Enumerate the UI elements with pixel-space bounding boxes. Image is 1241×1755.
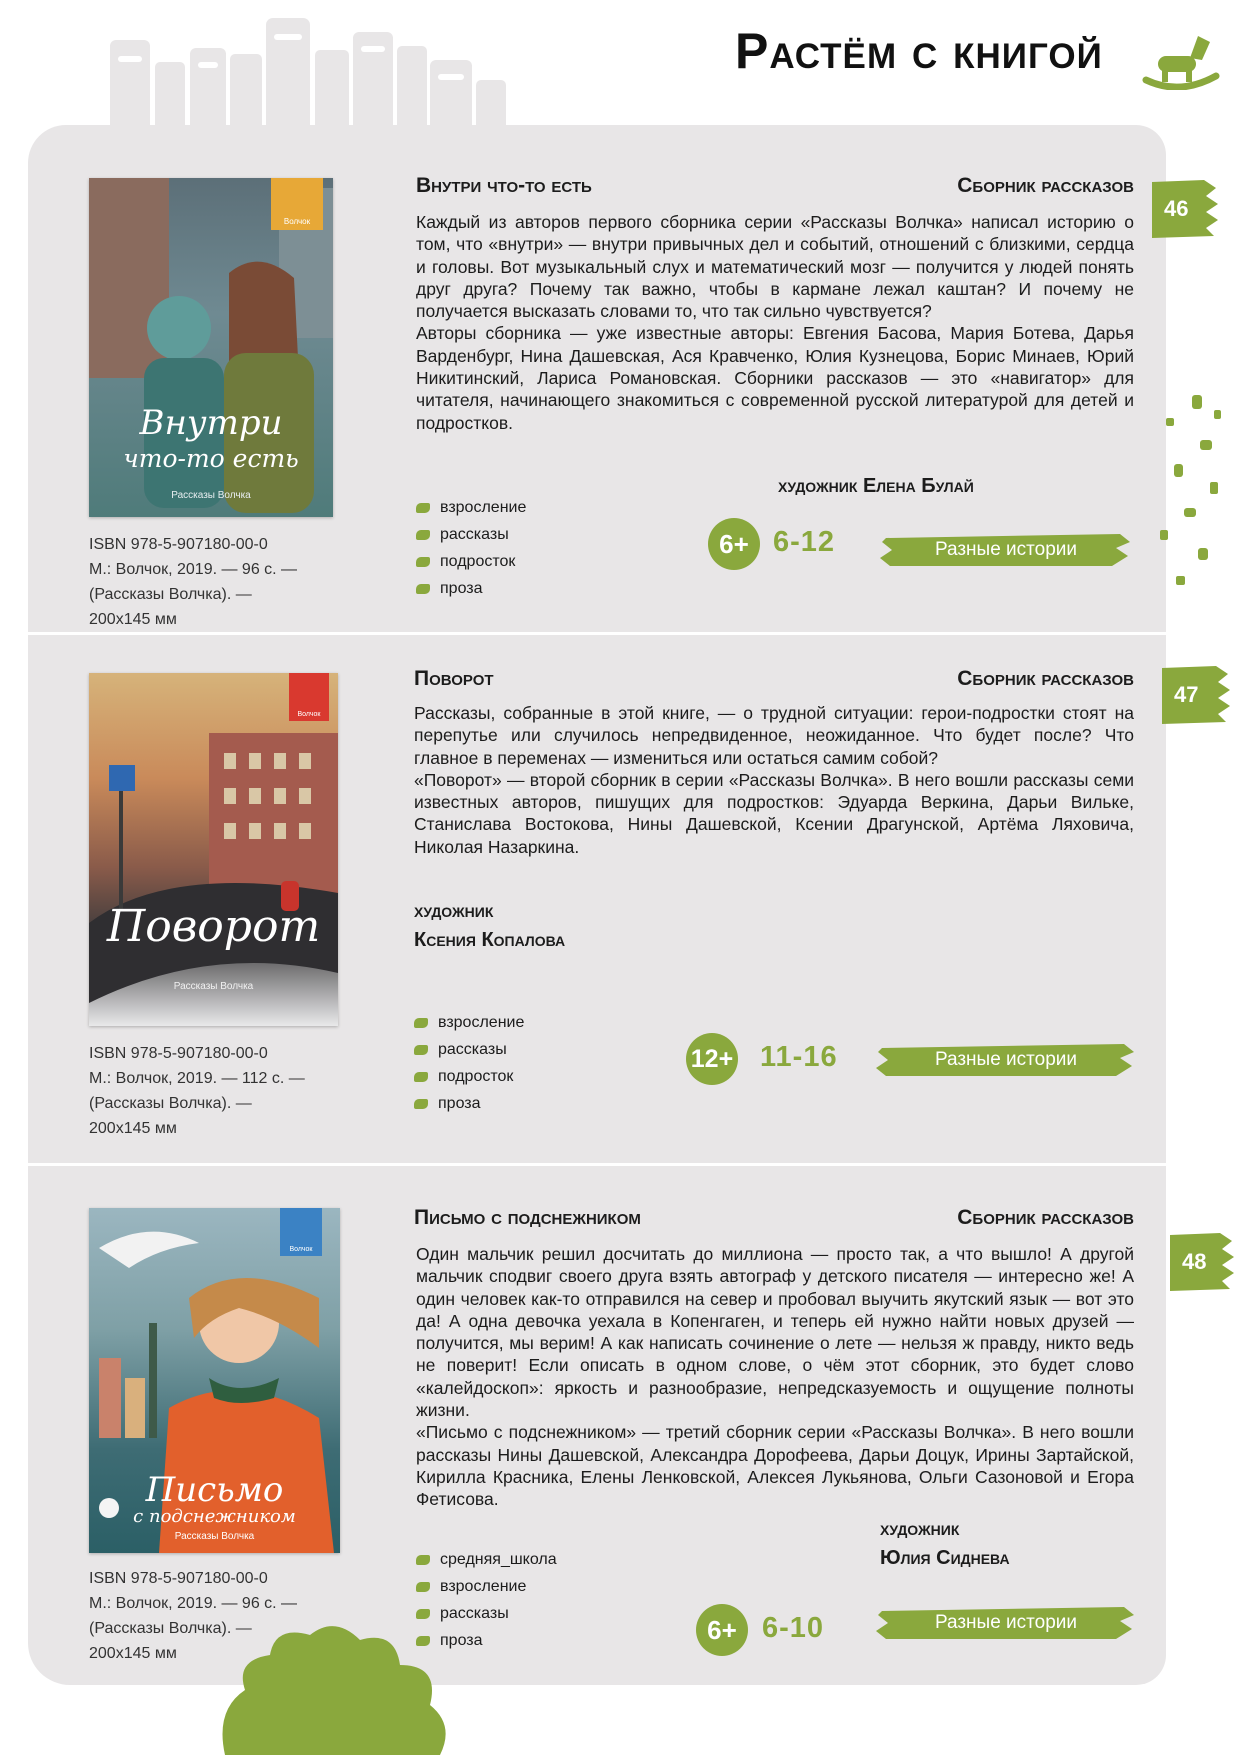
cover-series: Рассказы Волчка: [174, 1531, 255, 1542]
page-number: 46: [1164, 196, 1189, 221]
artist-label: художник: [778, 475, 858, 497]
skyline-decoration: [110, 10, 550, 140]
tag[interactable]: подросток: [416, 548, 526, 575]
cover-subtitle: с подснежником: [133, 1506, 296, 1527]
publisher-badge: Волчок: [280, 1208, 322, 1256]
tag[interactable]: проза: [414, 1090, 524, 1117]
imprint: М.: Волчок, 2019. — 96 с. —: [89, 1595, 298, 1612]
series-note: (Рассказы Волчка). —: [89, 1620, 252, 1637]
series-label[interactable]: Разные истории: [934, 1049, 1078, 1070]
book-cover-2[interactable]: [89, 673, 338, 1026]
age-badge: 6+: [708, 518, 760, 570]
book-cover-3[interactable]: [89, 1208, 340, 1553]
series-note: (Рассказы Волчка). —: [89, 1095, 252, 1112]
leaf-icon: [414, 1018, 428, 1028]
page-title: Растём с книгой: [735, 23, 1103, 79]
page-number: 47: [1174, 682, 1199, 707]
artist-credit: [880, 1515, 1010, 1573]
leaf-icon: [416, 1555, 430, 1565]
page-number: 48: [1182, 1249, 1207, 1274]
cover-series: Рассказы Волчка: [171, 490, 251, 501]
isbn: ISBN 978-5-907180-00-0: [89, 1570, 268, 1587]
cover-series: Рассказы Волчка: [173, 981, 254, 992]
age-badge: 6+: [696, 1604, 748, 1656]
artist-credit: [414, 897, 565, 955]
tag[interactable]: взросление: [416, 494, 526, 521]
confetti-decoration: [1150, 390, 1230, 610]
series-label[interactable]: Разные истории: [934, 539, 1078, 560]
tag[interactable]: подросток: [414, 1063, 524, 1090]
tag[interactable]: рассказы: [416, 1600, 557, 1627]
artist-credit: [778, 472, 974, 501]
book-type: Сборник рассказов: [957, 174, 1134, 197]
size: 200x145 мм: [89, 1645, 177, 1662]
tag[interactable]: взросление: [416, 1573, 557, 1600]
tag-list: [414, 1009, 524, 1117]
size: 200x145 мм: [89, 1120, 177, 1137]
leaf-icon: [414, 1099, 428, 1109]
age-range: 6-12: [773, 526, 836, 558]
cover-title: Письмо: [145, 1470, 284, 1510]
tag[interactable]: взросление: [414, 1009, 524, 1036]
artist-label: художник: [880, 1518, 960, 1540]
rocking-horse-icon: [1140, 30, 1220, 90]
cover-title: Внутри: [139, 403, 283, 443]
section-divider: [28, 1163, 1166, 1166]
leaf-icon: [416, 584, 430, 594]
series-label[interactable]: Разные истории: [934, 1612, 1078, 1633]
age-range: 6-10: [762, 1612, 825, 1644]
book-meta-3: [89, 1566, 349, 1666]
size: 200x145 мм: [89, 611, 177, 628]
book-type: Сборник рассказов: [957, 1206, 1134, 1229]
tag[interactable]: рассказы: [416, 521, 526, 548]
book-title: Внутри что-то есть: [416, 174, 592, 197]
tag[interactable]: средняя_школа: [416, 1546, 557, 1573]
imprint: М.: Волчок, 2019. — 96 с. —: [89, 561, 298, 578]
book-meta-1: [89, 532, 349, 632]
leaf-icon: [416, 530, 430, 540]
book-description: Каждый из авторов первого сборника серии «Рассказы Волчка» написал историю о том, что «внутри» — внутри привычных дел и событий, отношений с близкими, сердца и головы. Вот музыкальный слух и математический мозг — получится у людей понять друг друга? Почему так важно, чтобы в кармане лежал каштан? И почему не получается высказать словами то, что так сильно чувствуется? Авторы сборника — уже известные авторы: Евгения Басова, Мария Ботева, Дарья Варденбург, Нина Дашевская, Ася Кравченко, Юлия Кузнецова, Борис Минаев, Юрий Никитинский, Лариса Романовская. Сборники рассказов — это «навигатор» для читателя, начинающего знакомиться с современной русской литературой для детей и подростков.: [416, 212, 1134, 433]
section-divider: [28, 632, 1166, 635]
leaf-icon: [414, 1072, 428, 1082]
tag[interactable]: рассказы: [414, 1036, 524, 1063]
isbn: ISBN 978-5-907180-00-0: [89, 536, 268, 553]
leaf-icon: [414, 1045, 428, 1055]
book-description: Рассказы, собранные в этой книге, — о трудной ситуации: герои-подростки стоят на перепутье или случилось непредвиденное, неожиданное. Что будет после? Что главное в переменах — измениться или остаться самим собой? «Поворот» — второй сборник в серии «Рассказы Волчка». В него вошли рассказы семи известных авторов, пишущих для подростков: Эдуарда Веркина, Дарьи Вильке, Станислава Востокова, Нины Дашевской, Ксении Драгунской, Артёма Ляховича, Николая Назаркина.: [414, 703, 1134, 857]
leaf-icon: [416, 503, 430, 513]
artist-name: Юлия Сиднева: [880, 1547, 1010, 1569]
leaf-icon: [416, 557, 430, 567]
tag[interactable]: проза: [416, 1627, 557, 1654]
artist-name: Елена Булай: [862, 475, 974, 497]
isbn: ISBN 978-5-907180-00-0: [89, 1045, 268, 1062]
tag[interactable]: проза: [416, 575, 526, 602]
book-cover-1[interactable]: [89, 178, 333, 517]
leaf-icon: [416, 1636, 430, 1646]
book-description: Один мальчик решил досчитать до миллиона — просто так, а что вышло! А другой мальчик сподвиг своего друга взять автограф у детского писателя — интересно же! А один человек как-то отправился на север и пробовал выучить якутский язык — вот это да! А одна девочка уехала в Копенгаген, и теперь ей нужно найти новых друзей — получится, мы верим! А как написать сочинение о лете — нельзя ж правду, никто ведь не поверит! Если описать в одном слове, о чём этот сборник, это будет слово «калейдоскоп»: яркость и разнообразие, непредсказуемость и ощущение полноты жизни. «Письмо с подснежником» — третий сборник серии «Рассказы Волчка». В него вошли рассказы Нины Дашевской, Александра Дорофеева, Дарьи Доцук, Ирины Зартайской, Кирилла Красника, Елены Ленковской, Алексея Лукьянова, Ольги Сазоновой и Егора Фетисова.: [416, 1244, 1134, 1510]
publisher-badge: Волчок: [289, 673, 329, 721]
leaf-icon: [416, 1582, 430, 1592]
book-type: Сборник рассказов: [957, 667, 1134, 690]
tag-list: [416, 494, 526, 602]
series-note: (Рассказы Волчка). —: [89, 586, 252, 603]
book-meta-2: [89, 1041, 349, 1141]
age-badge: 12+: [686, 1033, 738, 1085]
artist-name: Ксения Копалова: [414, 929, 566, 951]
cover-title: Поворот: [106, 901, 321, 952]
book-title: Письмо с подснежником: [414, 1206, 641, 1229]
cover-subtitle: что-то есть: [123, 444, 299, 473]
leaf-icon: [416, 1609, 430, 1619]
book-title: Поворот: [414, 667, 494, 690]
publisher-badge: Волчок: [271, 178, 323, 230]
imprint: М.: Волчок, 2019. — 112 с. —: [89, 1070, 305, 1087]
age-range: 11-16: [760, 1041, 838, 1073]
tag-list: [416, 1546, 557, 1654]
artist-label: художник: [414, 900, 494, 922]
